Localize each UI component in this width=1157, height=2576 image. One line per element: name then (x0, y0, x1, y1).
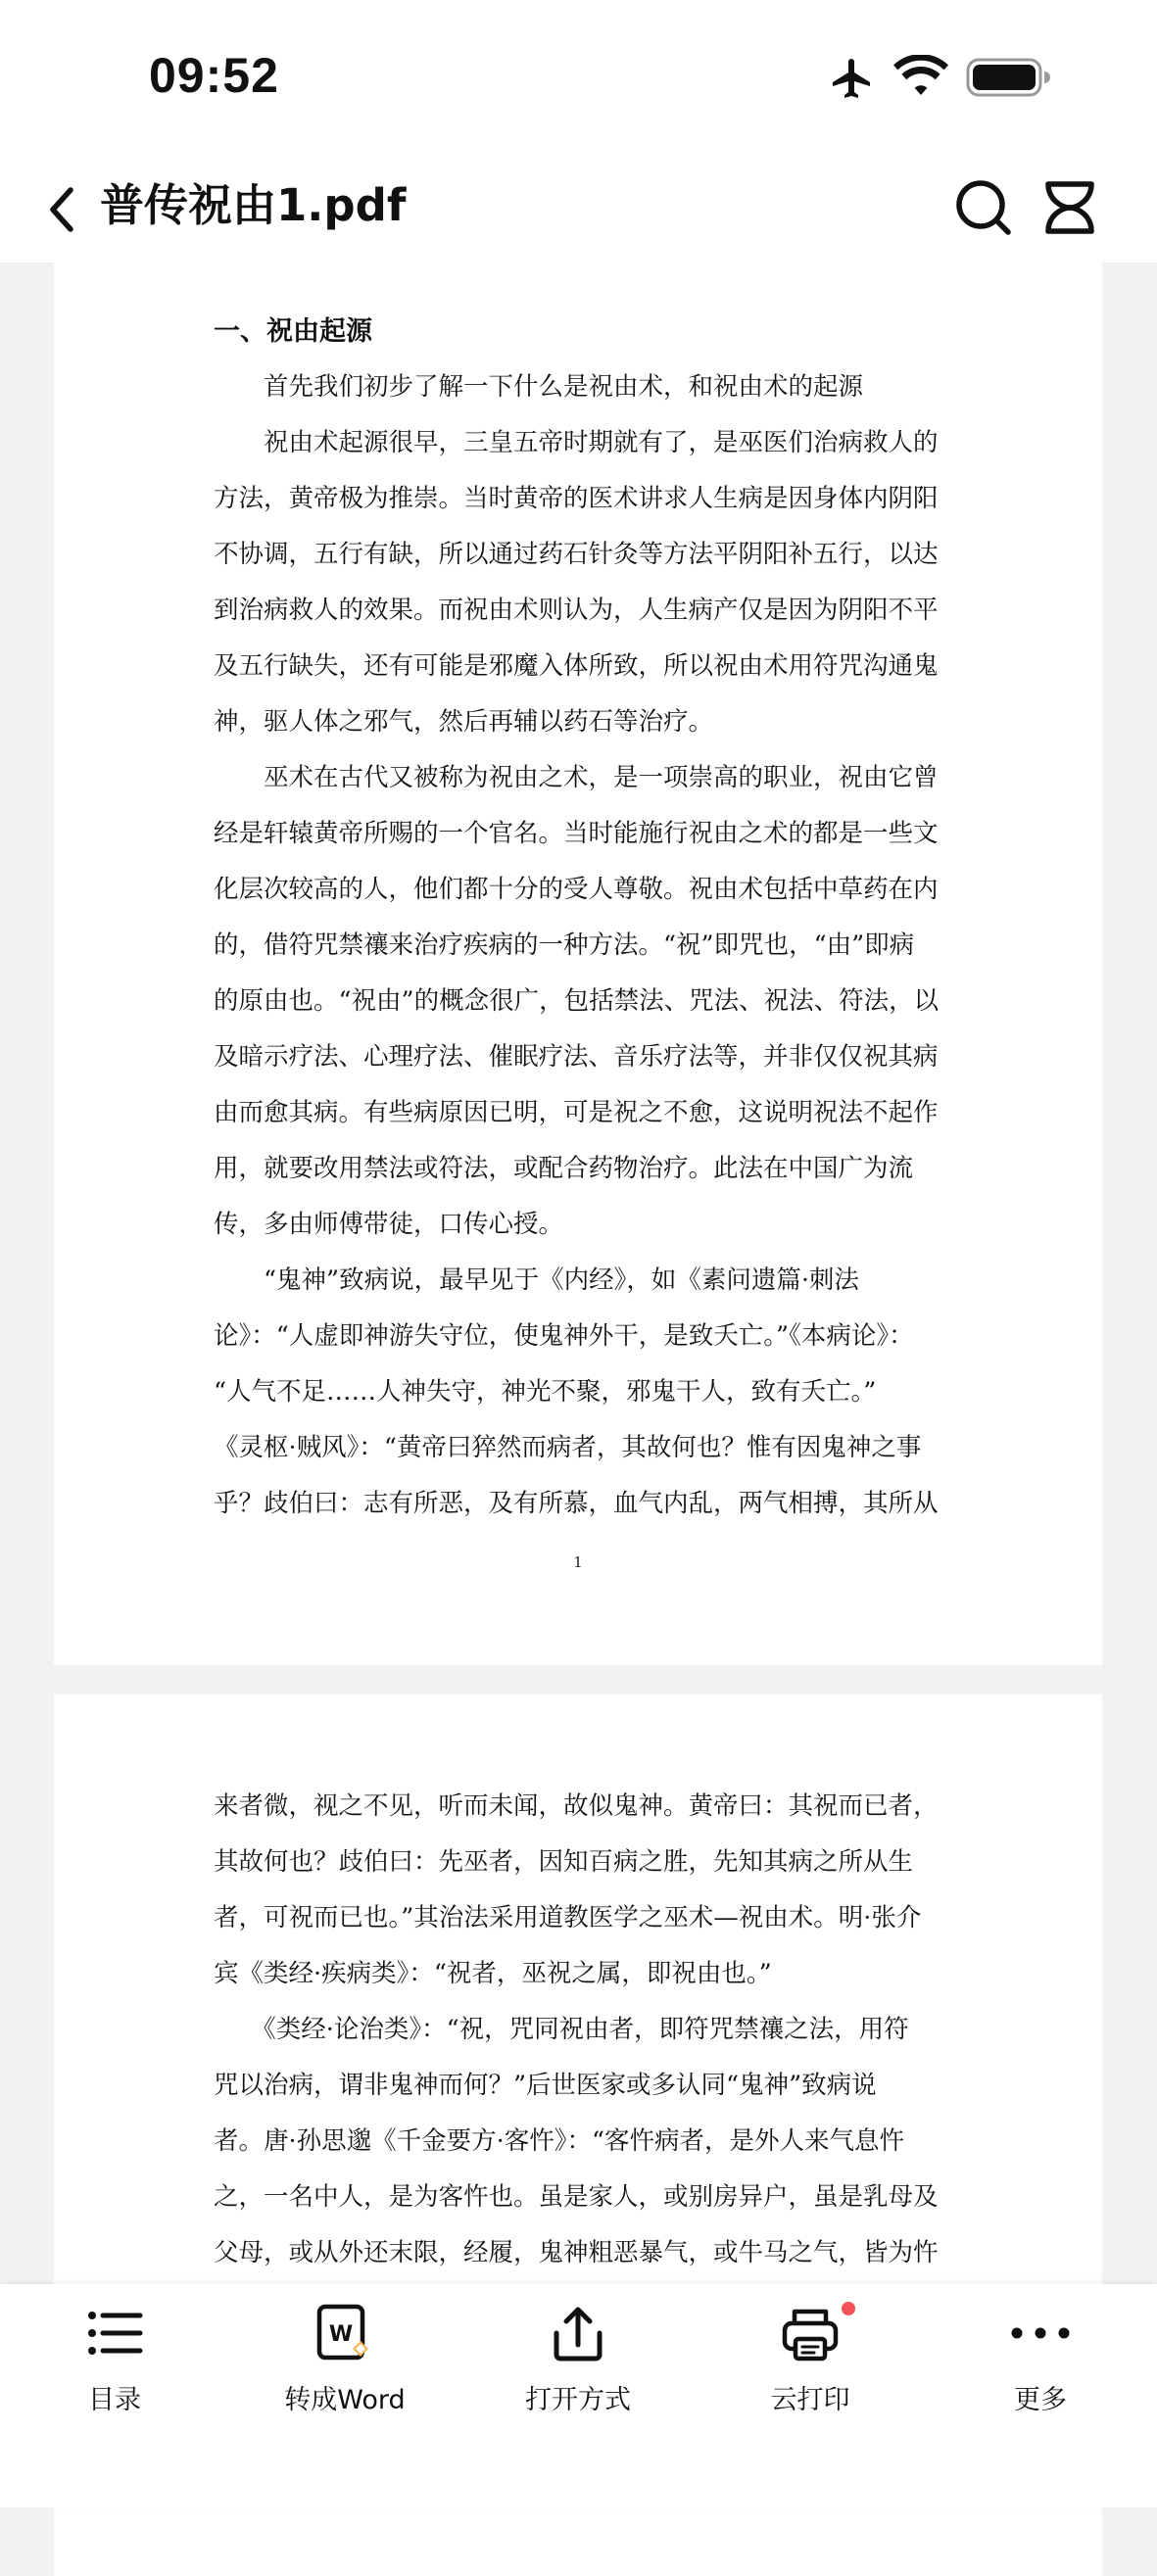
toolbar-item-open-with[interactable] (480, 2284, 676, 2507)
share-icon (547, 2302, 609, 2364)
text-line: 咒以治病，谓非鬼神而何？”后世医家或多认同“鬼神”致病说 (214, 2071, 877, 2100)
text-line: 《灵枢·贼风》：“黄帝曰猝然而病者，其故何也？惟有因鬼神之事 (214, 1433, 922, 1462)
text-line: 乎？歧伯曰：志有所恶，及有所慕，血气内乱，两气相搏，其所从 (214, 1489, 939, 1518)
text-line: 传，多由师傅带徒，口传心授。 (214, 1210, 564, 1239)
toolbar-label: 更多 (1014, 2385, 1067, 2415)
page-number: 1 (573, 1553, 583, 1571)
page-text (214, 304, 997, 1532)
toolbar-item-toc[interactable] (17, 2284, 213, 2507)
text-line: 的原由也。“祝由”的概念很广，包括禁法、咒法、祝法、符法，以 (214, 986, 940, 1016)
wifi-icon (893, 55, 948, 98)
battery-icon (966, 57, 1050, 98)
text-line: 由而愈其病。有些病原因已明，可是祝之不愈，这说明祝法不起作 (214, 1098, 939, 1127)
text-line: 者。唐·孙思邈《千金要方·客忤》：“客忤病者，是外人来气息忤 (214, 2126, 904, 2156)
printer-icon (779, 2302, 842, 2364)
toolbar-label: 打开方式 (525, 2385, 631, 2415)
airplane-icon (829, 55, 876, 102)
text-line: 父母，或从外还末限，经履，鬼神粗恶暴气，或牛马之气，皆为忤 (214, 2238, 939, 2267)
word-convert-icon (313, 2302, 376, 2364)
text-line: 化层次较高的人，他们都十分的受人尊敬。祝由术包括中草药在内 (214, 875, 939, 904)
status-bar (0, 0, 1157, 157)
text-line: 的，借符咒禁禳来治疗疾病的一种方法。“祝”即咒也，“由”即病 (214, 930, 915, 960)
text-line: “人气不足……人神失守，神光不聚，邪鬼干人，致有夭亡。” (214, 1377, 877, 1407)
text-line: 及五行缺失，还有可能是邪魔入体所致，所以祝由术用符咒沟通鬼 (214, 651, 939, 681)
pdf-page[interactable] (54, 262, 1102, 1665)
text-line: 方法，黄帝极为推崇。当时黄帝的医术讲求人生病是因身体内阴阳 (214, 484, 939, 513)
nav-bar (0, 157, 1157, 263)
toolbar-item-to-word[interactable] (247, 2284, 443, 2507)
text-line: 《类经·论治类》：“祝，咒同祝由者，即符咒禁禳之法，用符 (214, 2015, 909, 2044)
list-icon (83, 2302, 146, 2364)
text-line: “鬼神”致病说，最早见于《内经》，如《素问遗篇·刺法 (214, 1265, 859, 1295)
toolbar-item-more[interactable] (942, 2284, 1138, 2507)
toolbar-label: 目录 (88, 2385, 141, 2415)
collapse-icon[interactable] (1040, 176, 1099, 239)
back-arrow-icon[interactable] (39, 178, 86, 241)
toolbar-label: 转成Word (284, 2385, 406, 2415)
page-text (214, 1779, 997, 2281)
text-line: 及暗示疗法、心理疗法、催眠疗法、音乐疗法等，并非仅仅祝其病 (214, 1042, 939, 1072)
text-line: 宾《类经·疾病类》：“祝者，巫祝之属，即祝由也。” (214, 1959, 772, 1988)
text-line: 用，就要改用禁法或符法，或配合药物治疗。此法在中国广为流 (214, 1154, 914, 1183)
svg-text:W: W (328, 2322, 354, 2347)
text-line: 到治病救人的效果。而祝由术则认为，人生病产仅是因为阴阳不平 (214, 596, 939, 625)
document-title: 普传祝由1.pdf (100, 179, 407, 231)
search-icon[interactable] (952, 176, 1015, 239)
more-icon (1009, 2302, 1072, 2364)
text-line: 经是轩辕黄帝所赐的一个官名。当时能施行祝由之术的都是一些文 (214, 819, 939, 848)
text-line: 神，驱人体之邪气，然后再辅以药石等治疗。 (214, 707, 714, 737)
text-line: 首先我们初步了解一下什么是祝由术，和祝由术的起源 (214, 372, 864, 402)
text-line: 不协调，五行有缺，所以通过药石针灸等方法平阴阳补五行，以达 (214, 540, 939, 569)
bottom-toolbar (0, 2284, 1157, 2507)
text-line: 之，一名中人，是为客忤也。虽是家人，或别房异户，虽是乳母及 (214, 2182, 939, 2212)
status-time: 09:52 (149, 48, 279, 103)
text-line: 其故何也？歧伯曰：先巫者，因知百病之胜，先知其病之所从生 (214, 1847, 914, 1877)
text-line: 来者微，视之不见，听而未闻，故似鬼神。黄帝曰：其祝而已者， (214, 1791, 939, 1821)
text-line: 巫术在古代又被称为祝由之术，是一项崇高的职业，祝由它曾 (214, 763, 939, 792)
section-heading: 一、祝由起源 (214, 316, 372, 347)
text-line: 者，可祝而已也。”其治法采用道教医学之巫术—祝由术。明·张介 (214, 1903, 922, 1932)
toolbar-label: 云打印 (770, 2385, 850, 2415)
text-line: 论》：“人虚即神游失守位，使鬼神外干，是致夭亡。”《本病论》： (214, 1321, 914, 1351)
notification-badge (842, 2302, 855, 2315)
text-line: 祝由术起源很早，三皇五帝时期就有了，是巫医们治病救人的 (214, 428, 939, 457)
toolbar-item-cloud-print[interactable] (712, 2284, 908, 2507)
